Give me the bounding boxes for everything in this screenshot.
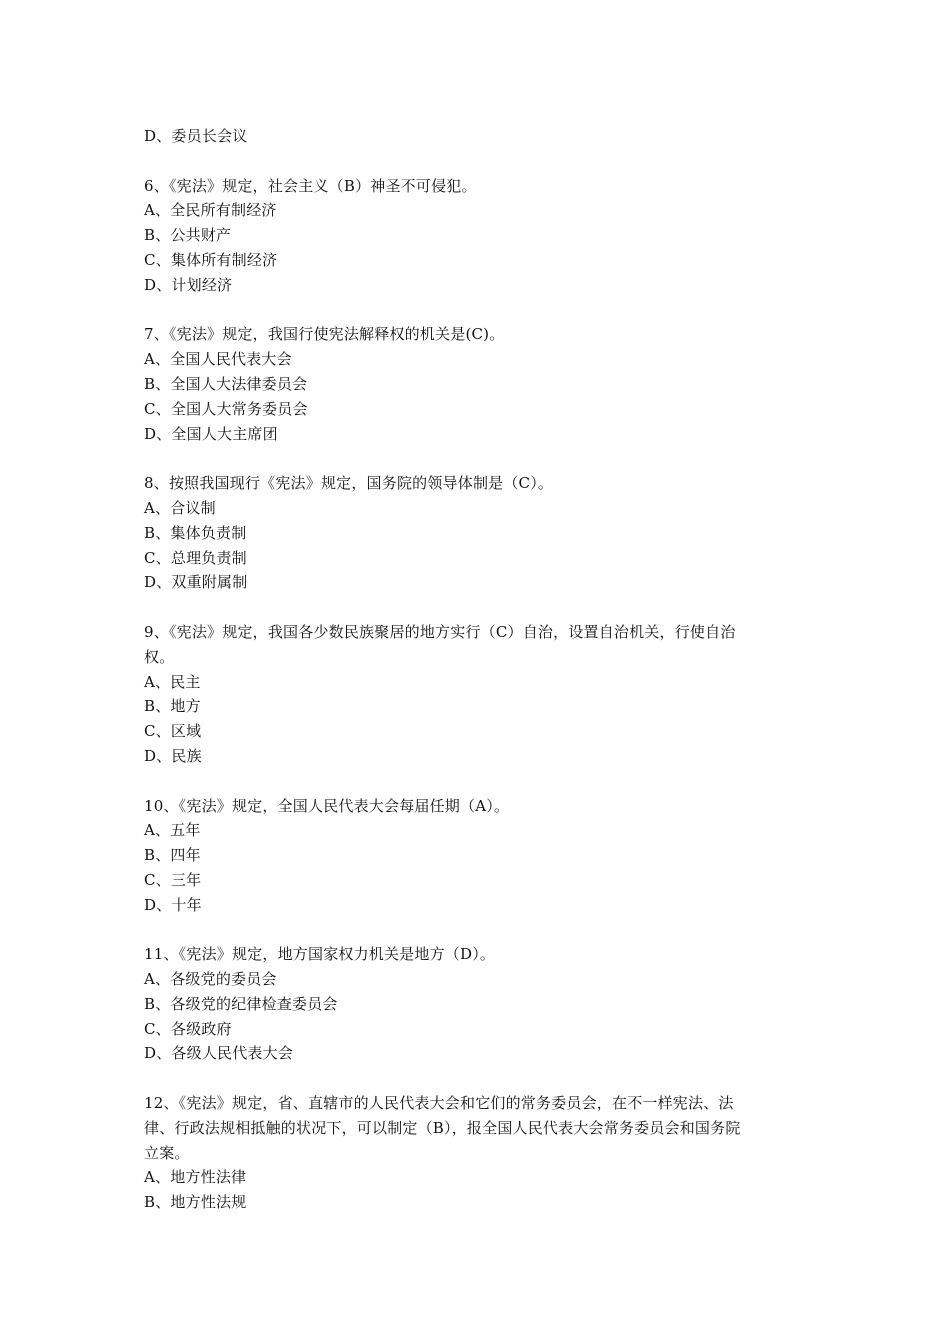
question-stem: 10、《宪法》规定，全国人民代表大会每届任期（A）。 [144, 796, 510, 815]
question-stem: 7、《宪法》规定，我国行使宪法解释权的机关是(C)。 [144, 325, 505, 344]
spacer [144, 769, 816, 794]
option-line: B、公共财产 [144, 226, 232, 245]
option-line: D、委员长会议 [144, 127, 248, 145]
question-8 [144, 471, 816, 595]
option-line: C、各级政府 [144, 1019, 232, 1038]
question-stem-line: 9、《宪法》规定，我国各少数民族聚居的地方实行（C）自治，设置自治机关，行使自治 [144, 622, 736, 641]
question-stem-line: 立案。 [144, 1143, 190, 1162]
option-line: A、全国人民代表大会 [144, 350, 292, 369]
option-line: A、各级党的委员会 [144, 970, 277, 989]
option-line: B、各级党的纪律检查委员会 [144, 994, 338, 1013]
spacer [144, 595, 816, 620]
option-line: A、合议制 [144, 498, 216, 517]
option-line: A、民主 [144, 672, 201, 691]
option-line: C、全国人大常务委员会 [144, 399, 308, 418]
option-line: B、地方性法规 [144, 1193, 247, 1212]
spacer [144, 298, 816, 323]
option-line: C、集体所有制经济 [144, 250, 278, 269]
option-line: B、集体负责制 [144, 523, 247, 542]
option-line: D、双重附属制 [144, 573, 248, 592]
option-line: A、五年 [144, 821, 201, 840]
option-line: B、四年 [144, 846, 201, 865]
option-line: D、各级人民代表大会 [144, 1044, 294, 1063]
question-10 [144, 794, 816, 918]
option-line: D、全国人大主席团 [144, 424, 278, 443]
question-7 [144, 322, 816, 446]
question-12 [144, 1091, 816, 1215]
spacer [144, 918, 816, 943]
option-line: D、十年 [144, 895, 202, 914]
option-line: B、地方 [144, 697, 201, 716]
question-9 [144, 620, 816, 769]
question-stem-line: 12、《宪法》规定，省、直辖市的人民代表大会和它们的常务委员会，在不一样宪法、法 [144, 1094, 734, 1113]
spacer [144, 149, 816, 174]
option-line: C、区域 [144, 722, 202, 741]
spacer [144, 1066, 816, 1091]
spacer [144, 446, 816, 471]
option-line: A、地方性法律 [144, 1168, 247, 1187]
option-line: C、三年 [144, 870, 202, 889]
question-6 [144, 174, 816, 298]
question-stem: 8、按照我国现行《宪法》规定，国务院的领导体制是（C）。 [144, 474, 554, 493]
question-11 [144, 942, 816, 1066]
question-stem: 11、《宪法》规定，地方国家权力机关是地方（D）。 [144, 945, 496, 964]
option-line: A、全民所有制经济 [144, 201, 277, 220]
question-stem: 6、《宪法》规定，社会主义（B）神圣不可侵犯。 [144, 176, 477, 195]
option-line: C、总理负责制 [144, 548, 247, 567]
option-line: D、民族 [144, 746, 202, 765]
question-stem-line: 律、行政法规相抵触的状况下，可以制定（B），报全国人民代表大会常务委员会和国务院 [144, 1118, 741, 1137]
option-line: B、全国人大法律委员会 [144, 374, 308, 393]
option-line: D、计划经济 [144, 275, 233, 294]
document-content [144, 124, 816, 1215]
question-stem-line: 权。 [144, 647, 175, 666]
